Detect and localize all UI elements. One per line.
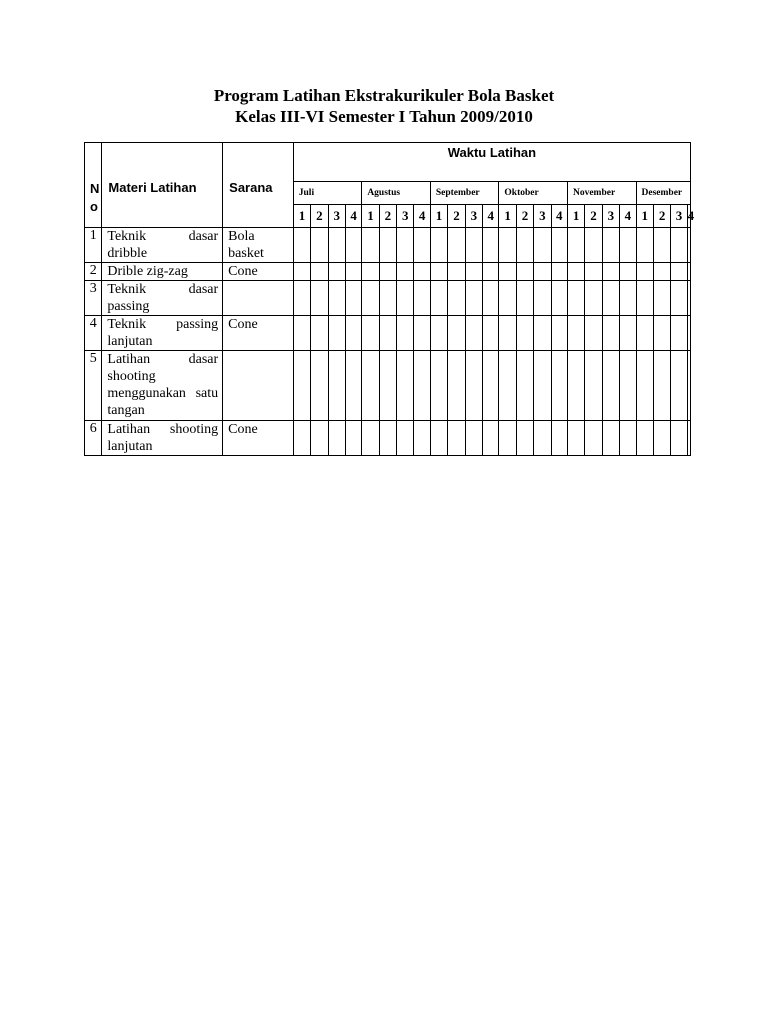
- schedule-cell: [465, 281, 482, 316]
- schedule-cell: [414, 228, 430, 263]
- schedule-cell: [397, 281, 414, 316]
- schedule-cell: [483, 316, 499, 351]
- schedule-cell: [362, 316, 379, 351]
- schedule-cell: [345, 316, 361, 351]
- schedule-cell: [465, 228, 482, 263]
- schedule-cell: [499, 263, 516, 281]
- schedule-cell: [379, 316, 396, 351]
- schedule-cell: [551, 228, 567, 263]
- schedule-cell: [499, 228, 516, 263]
- schedule-cell: [602, 263, 619, 281]
- schedule-cell: [379, 421, 396, 456]
- schedule-cell: [379, 351, 396, 421]
- schedule-cell: [551, 421, 567, 456]
- row-number: 4: [85, 316, 102, 351]
- schedule-cell: [687, 421, 690, 456]
- schedule-cell: [328, 316, 345, 351]
- table-row: [85, 421, 691, 456]
- schedule-cell: [671, 421, 687, 456]
- schedule-cell: [585, 263, 602, 281]
- schedule-cell: [311, 228, 328, 263]
- week-header-oktober-1: 1: [499, 205, 516, 228]
- row-number: 3: [85, 281, 102, 316]
- week-header-november-1: 1: [567, 205, 584, 228]
- week-header-september-3: 3: [465, 205, 482, 228]
- schedule-cell: [345, 281, 361, 316]
- schedule-cell: [293, 228, 310, 263]
- schedule-cell: [653, 351, 670, 421]
- schedule-cell: [430, 351, 447, 421]
- week-header-juli-3: 3: [328, 205, 345, 228]
- schedule-cell: [620, 281, 636, 316]
- schedule-cell: [448, 263, 465, 281]
- schedule-cell: [585, 351, 602, 421]
- schedule-cell: [465, 316, 482, 351]
- week-header-oktober-3: 3: [534, 205, 551, 228]
- schedule-cell: [534, 351, 551, 421]
- schedule-cell: [293, 421, 310, 456]
- schedule-cell: [448, 421, 465, 456]
- schedule-cell: [414, 316, 430, 351]
- schedule-cell: [687, 263, 690, 281]
- week-header-november-4: 4: [620, 205, 636, 228]
- row-number: 5: [85, 351, 102, 421]
- schedule-cell: [567, 228, 584, 263]
- schedule-cell: [620, 421, 636, 456]
- week-header-agustus-1: 1: [362, 205, 379, 228]
- schedule-cell: [430, 281, 447, 316]
- schedule-cell: [362, 351, 379, 421]
- week-header-desember-3: 3: [671, 205, 687, 228]
- schedule-cell: [397, 316, 414, 351]
- schedule-cell: [585, 281, 602, 316]
- schedule-cell: [430, 316, 447, 351]
- schedule-cell: [653, 281, 670, 316]
- schedule-cell: [483, 421, 499, 456]
- header-no: [85, 143, 102, 228]
- header-materi: Materi Latihan: [102, 143, 223, 228]
- schedule-cell: [534, 316, 551, 351]
- materi-latihan-cell: Teknik dasar dribble: [102, 228, 223, 263]
- schedule-cell: [311, 421, 328, 456]
- schedule-cell: [567, 421, 584, 456]
- schedule-cell: [671, 263, 687, 281]
- table-row: [85, 351, 691, 421]
- schedule-cell: [483, 263, 499, 281]
- schedule-cell: [620, 263, 636, 281]
- month-header-juli: Juli: [293, 182, 362, 205]
- schedule-cell: [465, 263, 482, 281]
- schedule-cell: [602, 316, 619, 351]
- schedule-cell: [551, 263, 567, 281]
- schedule-cell: [585, 421, 602, 456]
- schedule-cell: [483, 281, 499, 316]
- schedule-cell: [567, 263, 584, 281]
- schedule-cell: [430, 228, 447, 263]
- schedule-cell: [328, 351, 345, 421]
- schedule-cell: [293, 281, 310, 316]
- schedule-cell: [483, 228, 499, 263]
- schedule-cell: [534, 421, 551, 456]
- schedule-cell: [311, 263, 328, 281]
- week-header-desember-4: 4: [687, 205, 690, 228]
- schedule-cell: [293, 316, 310, 351]
- schedule-cell: [602, 351, 619, 421]
- materi-latihan-cell: Teknik passing lanjutan: [102, 316, 223, 351]
- schedule-cell: [653, 263, 670, 281]
- schedule-cell: [345, 421, 361, 456]
- schedule-cell: [311, 281, 328, 316]
- schedule-cell: [602, 281, 619, 316]
- schedule-cell: [499, 281, 516, 316]
- table-row: [85, 228, 691, 263]
- schedule-cell: [671, 281, 687, 316]
- week-header-oktober-4: 4: [551, 205, 567, 228]
- schedule-cell: [671, 228, 687, 263]
- schedule-cell: [516, 351, 533, 421]
- schedule-cell: [397, 351, 414, 421]
- week-header-juli-2: 2: [311, 205, 328, 228]
- month-header-oktober: Oktober: [499, 182, 568, 205]
- schedule-cell: [567, 281, 584, 316]
- schedule-cell: [465, 421, 482, 456]
- materi-latihan-cell: Teknik dasar passing: [102, 281, 223, 316]
- schedule-cell: [345, 263, 361, 281]
- week-header-juli-4: 4: [345, 205, 361, 228]
- schedule-cell: [636, 281, 653, 316]
- header-row-waktu: [85, 143, 691, 182]
- week-header-desember-1: 1: [636, 205, 653, 228]
- schedule-cell: [311, 351, 328, 421]
- row-number: 6: [85, 421, 102, 456]
- week-header-november-2: 2: [585, 205, 602, 228]
- schedule-cell: [636, 351, 653, 421]
- week-header-desember-2: 2: [653, 205, 670, 228]
- schedule-cell: [379, 263, 396, 281]
- table-row: [85, 316, 691, 351]
- schedule-cell: [636, 316, 653, 351]
- week-header-september-1: 1: [430, 205, 447, 228]
- row-number: 2: [85, 263, 102, 281]
- schedule-cell: [534, 281, 551, 316]
- week-header-september-2: 2: [448, 205, 465, 228]
- schedule-cell: [585, 316, 602, 351]
- schedule-cell: [414, 421, 430, 456]
- sarana-cell: [223, 351, 294, 421]
- schedule-cell: [362, 281, 379, 316]
- schedule-cell: [671, 316, 687, 351]
- schedule-cell: [379, 228, 396, 263]
- schedule-cell: [414, 351, 430, 421]
- table-row: [85, 263, 691, 281]
- schedule-cell: [551, 316, 567, 351]
- header-waktu-latihan: Waktu Latihan: [293, 143, 690, 182]
- week-header-agustus-4: 4: [414, 205, 430, 228]
- week-header-juli-1: 1: [293, 205, 310, 228]
- sarana-cell: Cone: [223, 316, 294, 351]
- materi-latihan-cell: Latihan dasar shooting menggunakan satu tangan: [102, 351, 223, 421]
- sarana-cell: [223, 281, 294, 316]
- schedule-cell: [362, 228, 379, 263]
- schedule-cell: [293, 263, 310, 281]
- schedule-cell: [414, 281, 430, 316]
- schedule-cell: [653, 421, 670, 456]
- week-header-agustus-3: 3: [397, 205, 414, 228]
- schedule-cell: [448, 228, 465, 263]
- schedule-cell: [345, 228, 361, 263]
- header-no-label: N o: [90, 181, 100, 214]
- row-number: 1: [85, 228, 102, 263]
- table-row: [85, 281, 691, 316]
- week-header-november-3: 3: [602, 205, 619, 228]
- schedule-cell: [499, 316, 516, 351]
- schedule-cell: [636, 263, 653, 281]
- schedule-cell: [620, 316, 636, 351]
- schedule-cell: [516, 421, 533, 456]
- header-sarana: Sarana: [223, 143, 294, 228]
- schedule-cell: [362, 263, 379, 281]
- schedule-cell: [448, 281, 465, 316]
- schedule-cell: [328, 421, 345, 456]
- schedule-cell: [397, 228, 414, 263]
- document-title: Program Latihan Ekstrakurikuler Bola Basket: [213, 86, 555, 105]
- schedule-cell: [636, 421, 653, 456]
- sarana-cell: Cone: [223, 263, 294, 281]
- schedule-cell: [516, 316, 533, 351]
- schedule-cell: [516, 228, 533, 263]
- schedule-cell: [534, 263, 551, 281]
- schedule-cell: [499, 421, 516, 456]
- schedule-cell: [499, 351, 516, 421]
- schedule-cell: [620, 351, 636, 421]
- schedule-cell: [687, 281, 690, 316]
- training-schedule-table: [84, 142, 695, 456]
- schedule-cell: [311, 316, 328, 351]
- schedule-cell: [328, 263, 345, 281]
- schedule-cell: [465, 351, 482, 421]
- schedule-cell: [483, 351, 499, 421]
- week-header-oktober-2: 2: [516, 205, 533, 228]
- schedule-cell: [653, 228, 670, 263]
- schedule-cell: [448, 351, 465, 421]
- schedule-cell: [567, 316, 584, 351]
- schedule-cell: [551, 281, 567, 316]
- schedule-cell: [379, 281, 396, 316]
- document-subtitle: Kelas III-VI Semester I Tahun 2009/2010: [235, 107, 533, 126]
- schedule-cell: [687, 316, 690, 351]
- schedule-cell: [687, 228, 690, 263]
- schedule-cell: [585, 228, 602, 263]
- schedule-cell: [293, 351, 310, 421]
- month-header-agustus: Agustus: [362, 182, 431, 205]
- schedule-cell: [345, 351, 361, 421]
- month-header-november: November: [567, 182, 636, 205]
- sarana-cell: Bola basket: [223, 228, 294, 263]
- materi-latihan-cell: Drible zig-zag: [102, 263, 223, 281]
- schedule-cell: [602, 421, 619, 456]
- schedule-cell: [362, 421, 379, 456]
- schedule-cell: [430, 421, 447, 456]
- schedule-cell: [397, 421, 414, 456]
- materi-latihan-cell: Latihan shooting lanjutan: [102, 421, 223, 456]
- week-header-agustus-2: 2: [379, 205, 396, 228]
- week-header-september-4: 4: [483, 205, 499, 228]
- schedule-cell: [448, 316, 465, 351]
- schedule-cell: [414, 263, 430, 281]
- schedule-cell: [430, 263, 447, 281]
- schedule-cell: [687, 351, 690, 421]
- schedule-cell: [534, 228, 551, 263]
- schedule-cell: [551, 351, 567, 421]
- schedule-cell: [567, 351, 584, 421]
- schedule-cell: [516, 281, 533, 316]
- schedule-cell: [328, 228, 345, 263]
- month-header-september: September: [430, 182, 499, 205]
- month-header-desember: Desember: [636, 182, 691, 205]
- schedule-cell: [397, 263, 414, 281]
- schedule-cell: [653, 316, 670, 351]
- schedule-cell: [328, 281, 345, 316]
- schedule-cell: [602, 228, 619, 263]
- schedule-cell: [636, 228, 653, 263]
- schedule-cell: [516, 263, 533, 281]
- schedule-cell: [620, 228, 636, 263]
- sarana-cell: Cone: [223, 421, 294, 456]
- schedule-cell: [671, 351, 687, 421]
